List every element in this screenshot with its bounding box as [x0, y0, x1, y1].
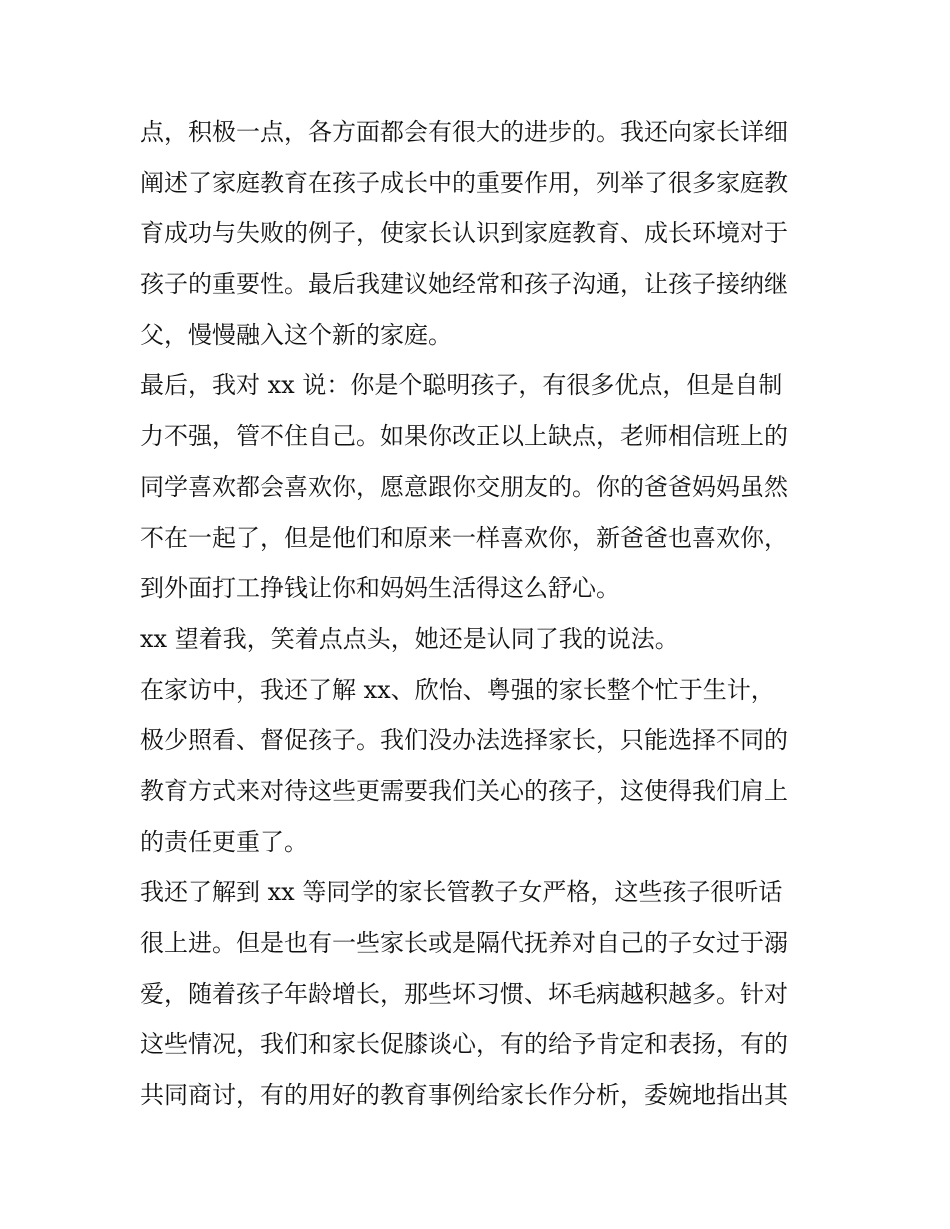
text-line: 力不强，管不住自己。如果你改正以上缺点，老师相信班上的: [140, 422, 788, 451]
text-line: 最后，我对 xx 说：你是个聪明孩子，有很多优点，但是自制: [140, 371, 783, 400]
text-line: 不在一起了，但是他们和原来一样喜欢你，新爸爸也喜欢你，: [140, 523, 788, 552]
text-line: 很上进。但是也有一些家长或是隔代抚养对自己的子女过于溺: [140, 929, 788, 957]
text-line: 在家访中，我还了解 xx、欣怡、粤强的家长整个忙于生计，: [140, 675, 775, 704]
text-line: 共同商讨，有的用好的教育事例给家长作分析，委婉地指出其: [140, 1081, 788, 1110]
text-line: xx 望着我，笑着点点头，她还是认同了我的说法。: [140, 624, 679, 653]
text-line: 这些情况，我们和家长促膝谈心，有的给予肯定和表扬，有的: [140, 1030, 788, 1059]
text-line: 父，慢慢融入这个新的家庭。: [140, 320, 452, 349]
text-line: 孩子的重要性。最后我建议她经常和孩子沟通，让孩子接纳继: [140, 270, 788, 299]
text-line: 教育方式来对待这些更需要我们关心的孩子，这使得我们肩上: [140, 776, 788, 805]
body-text: [140, 107, 820, 1121]
text-line: 极少照看、督促孩子。我们没办法选择家长，只能选择不同的: [140, 726, 788, 755]
text-line: 到外面打工挣钱让你和妈妈生活得这么舒心。: [140, 574, 620, 603]
text-line: 爱，随着孩子年龄增长，那些坏习惯、坏毛病越积越多。针对: [140, 979, 788, 1008]
text-line: 同学喜欢都会喜欢你，愿意跟你交朋友的。你的爸爸妈妈虽然: [140, 472, 788, 501]
text-line: 阐述了家庭教育在孩子成长中的重要作用，列举了很多家庭教: [140, 168, 788, 197]
text-line: 点，积极一点，各方面都会有很大的进步的。我还向家长详细: [140, 118, 788, 146]
text-line: 的责任更重了。: [140, 827, 308, 856]
text-line: 我还了解到 xx 等同学的家长管教子女严格，这些孩子很听话: [140, 878, 783, 907]
text-line: 育成功与失败的例子，使家长认识到家庭教育、成长环境对于: [140, 219, 788, 248]
